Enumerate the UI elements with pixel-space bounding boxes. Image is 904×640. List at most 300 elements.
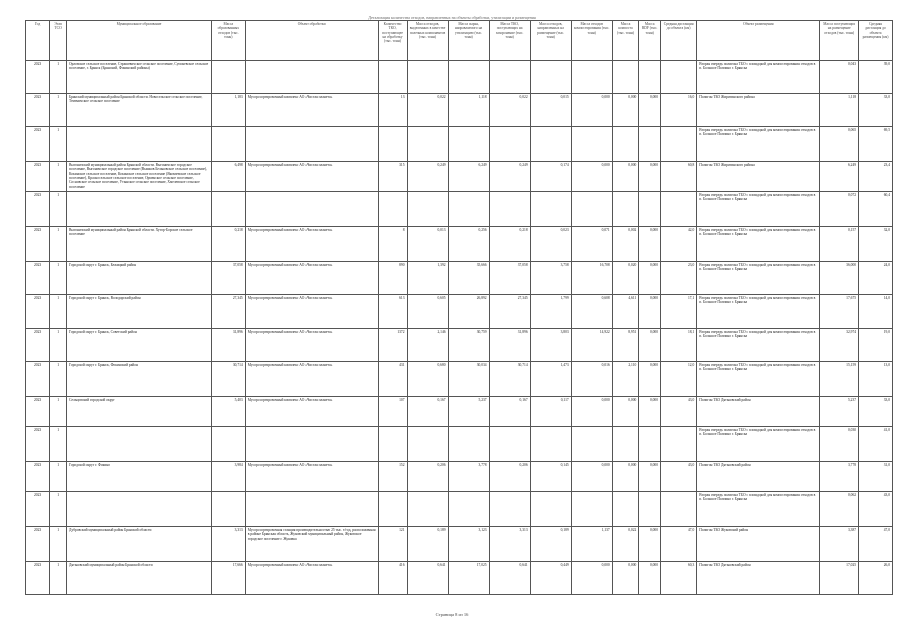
column-header: Масса отходов компостирования (тыс. тонн) [571, 21, 612, 61]
cell-burial: 0,022 [489, 94, 530, 127]
cell-year: 2023 [26, 527, 50, 562]
table-row [26, 329, 893, 362]
cell-placed: 0,189 [530, 527, 571, 562]
cell-disposal: Полигон ТБО Жирятинского района [697, 162, 820, 192]
cell-stage: 1 [50, 329, 67, 362]
cell-useful [407, 427, 448, 462]
cell-burial: 3,313 [489, 527, 530, 562]
cell-facility [245, 492, 378, 527]
cell-burial [489, 127, 530, 162]
cell-disposal: Полигон ТБО Жирятинского района [697, 94, 820, 127]
cell-dist [661, 61, 697, 94]
cell-disposal: Полигон ТБО Дятьковский район [697, 562, 820, 595]
cell-disposal: Полигон ТБО Жуковский район [697, 527, 820, 562]
cell-stage: 1 [50, 562, 67, 595]
cell-recycle: 35,666 [448, 262, 489, 295]
cell-compost: 0,020 [612, 262, 639, 295]
cell-useful: 0,249 [407, 162, 448, 192]
cell-stage: 1 [50, 427, 67, 462]
cell-stage: 1 [50, 362, 67, 397]
cell-disposal: Вторая очередь полигона ТБО с площадкой для компостирования отходов в п. Большое Полпино г. Брянска [697, 192, 820, 227]
cell-compost-w: 16,708 [571, 262, 612, 295]
cell-mo: Городской округ г. Брянск, Бежицкий район [67, 262, 212, 295]
cell-dist [661, 127, 697, 162]
cell-intake: 152 [378, 462, 407, 492]
cell-placed: 0,117 [530, 397, 571, 427]
cell-useful: 0,167 [407, 397, 448, 427]
cell-recycle [448, 492, 489, 527]
table-row [26, 127, 893, 162]
cell-compost: 0,022 [612, 527, 639, 562]
cell-disp-dist: 33,0 [859, 94, 893, 127]
cell-disp-dist: 19,0 [859, 329, 893, 362]
cell-burial: 0,218 [489, 227, 530, 262]
cell-compost-w: 1,137 [571, 527, 612, 562]
cell-mass: 6,498 [211, 162, 245, 192]
cell-burial: 0,167 [489, 397, 530, 427]
cell-stage: 1 [50, 462, 67, 492]
cell-useful: 0,189 [407, 527, 448, 562]
cell-recycle: 6,249 [448, 162, 489, 192]
cell-recycle: 30,034 [448, 362, 489, 397]
cell-year: 2023 [26, 492, 50, 527]
cell-recycle [448, 127, 489, 162]
cell-burial: 31,896 [489, 329, 530, 362]
cell-mass: 3,313 [211, 527, 245, 562]
cell-intake: 107 [378, 397, 407, 427]
cell-mass: 5,403 [211, 397, 245, 427]
cell-rdf [639, 61, 661, 94]
cell-mo: Выгоничский муниципальный район Брянской области. Выгоничское городское поселение, Выгоничское городское поселение (Вышков Бельковское сельское поселение), Кокинское сельское поселение, Кокинское сельское поселение (Яковлевское сельское поселение), Красносельское сельское поселение, Орменское сельское поселение, Сосновское сельское поселение, Утынское сельское поселение, Хмелевское сельское поселение [67, 162, 212, 192]
cell-facility: Мусоросортировочный комплекс АО «Чистая планета» [245, 362, 378, 397]
column-header: Масса образованных отходов (тыс. тонн) [211, 21, 245, 61]
cell-mo: Брянский муниципальный район Брянской области. Новосельское сельское поселение, Теменичское сельское поселение [67, 94, 212, 127]
cell-recycle: 0,256 [448, 227, 489, 262]
cell-compost-w: 0,000 [571, 397, 612, 427]
table-row [26, 227, 893, 262]
cell-useful: 1,392 [407, 262, 448, 295]
cell-stage: 1 [50, 397, 67, 427]
cell-mo [67, 127, 212, 162]
cell-compost [612, 492, 639, 527]
cell-compost: 8,951 [612, 329, 639, 362]
cell-mo: Дубровский муниципальный район Брянской области [67, 527, 212, 562]
cell-useful: 0,680 [407, 362, 448, 397]
cell-burial [489, 61, 530, 94]
column-header: Этап ТСО [50, 21, 67, 61]
cell-dist [661, 192, 697, 227]
cell-dist: 43,0 [661, 462, 697, 492]
cell-burial [489, 492, 530, 527]
cell-mass [211, 492, 245, 527]
cell-recycle [448, 61, 489, 94]
cell-disp-dist: 32,0 [859, 227, 893, 262]
cell-stage: 1 [50, 61, 67, 94]
cell-year: 2023 [26, 61, 50, 94]
cell-stage: 1 [50, 127, 67, 162]
cell-useful: 0,605 [407, 295, 448, 329]
cell-placed [530, 61, 571, 94]
cell-disp-dist: 31,0 [859, 462, 893, 492]
table-row [26, 462, 893, 492]
cell-year: 2023 [26, 94, 50, 127]
cell-useful [407, 127, 448, 162]
column-header: Масса RDF (тыс. тонн) [639, 21, 661, 61]
cell-disp-mass: 5,237 [820, 397, 859, 427]
table-row [26, 94, 893, 127]
cell-burial: 0,641 [489, 562, 530, 595]
cell-dist [661, 427, 697, 462]
cell-rdf: 0,000 [639, 295, 661, 329]
cell-intake [378, 192, 407, 227]
cell-rdf [639, 427, 661, 462]
cell-mass [211, 192, 245, 227]
cell-compost: 0,000 [612, 562, 639, 595]
cell-stage: 1 [50, 262, 67, 295]
cell-rdf: 0,000 [639, 227, 661, 262]
cell-useful: 0,641 [407, 562, 448, 595]
cell-year: 2023 [26, 295, 50, 329]
cell-compost: 0,000 [612, 94, 639, 127]
cell-intake: 890 [378, 262, 407, 295]
cell-rdf: 0,000 [639, 362, 661, 397]
cell-burial: 30,714 [489, 362, 530, 397]
cell-facility: Мусоросортировочный комплекс АО «Чистая планета» [245, 94, 378, 127]
cell-recycle: 30,759 [448, 329, 489, 362]
cell-compost: 4,611 [612, 295, 639, 329]
cell-placed: 3,758 [530, 262, 571, 295]
cell-stage: 1 [50, 192, 67, 227]
cell-rdf: 0,000 [639, 562, 661, 595]
column-header: Масса сырья, направляемого на утилизацию (тыс. тонн) [448, 21, 489, 61]
cell-mass [211, 127, 245, 162]
cell-intake [378, 427, 407, 462]
column-header: Средняя дистанция до объекта (км) [661, 21, 697, 61]
cell-stage: 1 [50, 527, 67, 562]
cell-disp-mass: 3,387 [820, 527, 859, 562]
column-header: Год [26, 21, 50, 61]
cell-disp-dist: 24,0 [859, 262, 893, 295]
cell-disp-mass: 1,118 [820, 94, 859, 127]
cell-compost [612, 192, 639, 227]
cell-rdf: 0,000 [639, 262, 661, 295]
cell-year: 2023 [26, 427, 50, 462]
cell-disposal: Полигон ТБО Дятьковский район [697, 462, 820, 492]
column-header: Масса отходов, направленных на размещение (тыс. тонн) [530, 21, 571, 61]
table-row [26, 562, 893, 595]
cell-rdf [639, 192, 661, 227]
cell-burial [489, 192, 530, 227]
cell-disp-mass: 6,249 [820, 162, 859, 192]
column-header: Средняя дистанция до объекта размещения (км) [859, 21, 893, 61]
cell-useful [407, 492, 448, 527]
column-header: Масса компоста (тыс. тонн) [612, 21, 639, 61]
cell-mass: 30,714 [211, 362, 245, 397]
cell-disp-dist: 41,0 [859, 427, 893, 462]
cell-useful: 0,013 [407, 227, 448, 262]
cell-mass [211, 61, 245, 94]
table-row [26, 262, 893, 295]
cell-disp-dist: 33,0 [859, 397, 893, 427]
cell-mo: Городской округ г. Брянск, Володарский район [67, 295, 212, 329]
cell-disp-mass: 15,159 [820, 362, 859, 397]
cell-year: 2023 [26, 329, 50, 362]
cell-disp-mass: 17,675 [820, 295, 859, 329]
cell-useful: 0,206 [407, 462, 448, 492]
cell-intake [378, 127, 407, 162]
cell-stage: 1 [50, 162, 67, 192]
cell-compost-w: 0,608 [571, 295, 612, 329]
page-number: Страница 8 из 16 [435, 612, 469, 617]
cell-intake: 121 [378, 527, 407, 562]
column-header: Масса отходов, выделенных в качестве полезных компонентов (тыс. тонн) [407, 21, 448, 61]
cell-placed [530, 192, 571, 227]
cell-rdf: 0,000 [639, 462, 661, 492]
cell-dist: 42,0 [661, 227, 697, 262]
cell-compost-w [571, 61, 612, 94]
cell-compost: 0,002 [612, 227, 639, 262]
cell-compost: 0,000 [612, 397, 639, 427]
table-header-row [26, 21, 893, 61]
cell-compost-w: 0,000 [571, 94, 612, 127]
cell-dist: 43,0 [661, 397, 697, 427]
cell-compost-w: 0,000 [571, 162, 612, 192]
cell-burial [489, 427, 530, 462]
cell-disp-dist: 26,0 [859, 562, 893, 595]
cell-placed: 0,023 [530, 227, 571, 262]
cell-rdf: 0,000 [639, 397, 661, 427]
cell-intake: 431 [378, 362, 407, 397]
cell-intake [378, 61, 407, 94]
cell-rdf: 0,000 [639, 94, 661, 127]
cell-facility: Мусоросортировочный комплекс АО «Чистая планета» [245, 562, 378, 595]
cell-intake: 13 [378, 94, 407, 127]
cell-mass: 31,896 [211, 329, 245, 362]
cell-compost-w [571, 427, 612, 462]
cell-placed: 1,473 [530, 362, 571, 397]
cell-rdf: 0,000 [639, 329, 661, 362]
cell-burial: 27,345 [489, 295, 530, 329]
cell-dist: 12,0 [661, 362, 697, 397]
cell-placed: 3,803 [530, 329, 571, 362]
cell-burial: 0,249 [489, 162, 530, 192]
cell-year: 2023 [26, 362, 50, 397]
table-row [26, 362, 893, 397]
column-header: Количество ТКО, поступающее на обработку (тыс. тонн) [378, 21, 407, 61]
column-header: Объект размещения [697, 21, 820, 61]
cell-recycle: 17,025 [448, 562, 489, 595]
cell-recycle [448, 192, 489, 227]
cell-stage: 1 [50, 227, 67, 262]
cell-mo: Городской округ г. Брянск, Советский район [67, 329, 212, 362]
table-row [26, 427, 893, 462]
cell-disposal: Вторая очередь полигона ТБО с площадкой для компостирования отходов в п. Большое Полпино г. Брянска [697, 329, 820, 362]
cell-disposal: Вторая очередь полигона ТБО с площадкой для компостирования отходов в п. Большое Полпино г. Брянска [697, 127, 820, 162]
cell-year: 2023 [26, 562, 50, 595]
cell-compost [612, 427, 639, 462]
table-row [26, 295, 893, 329]
cell-placed [530, 492, 571, 527]
cell-facility: Мусоросортировочный комплекс АО «Чистая планета» [245, 462, 378, 492]
cell-facility [245, 192, 378, 227]
cell-facility: Мусоросортировочная станция производительностью 25 тыс. т/год, расположенная в районе Брянская область, Жуковский муниципальный район, Жуковское городское поселение г. Жуковка [245, 527, 378, 562]
cell-facility: Мусоросортировочный комплекс АО «Чистая планета» [245, 329, 378, 362]
cell-recycle [448, 427, 489, 462]
cell-stage: 1 [50, 94, 67, 127]
cell-facility: Мусоросортировочный комплекс АО «Чистая планета» [245, 397, 378, 427]
cell-mass: 0,218 [211, 227, 245, 262]
table-row [26, 527, 893, 562]
cell-mo [67, 192, 212, 227]
cell-compost [612, 61, 639, 94]
cell-disp-mass: 0,065 [820, 127, 859, 162]
cell-useful [407, 192, 448, 227]
cell-dist: 23,0 [661, 262, 697, 295]
cell-rdf [639, 492, 661, 527]
cell-recycle: 5,237 [448, 397, 489, 427]
cell-disposal: Вторая очередь полигона ТБО с площадкой для компостирования отходов в п. Большое Полпино г. Брянска [697, 61, 820, 94]
cell-year: 2023 [26, 397, 50, 427]
cell-mo [67, 427, 212, 462]
column-header: Муниципальное образование [67, 21, 212, 61]
cell-rdf [639, 127, 661, 162]
cell-useful [407, 61, 448, 94]
cell-compost-w [571, 127, 612, 162]
cell-disp-mass: 36,000 [820, 262, 859, 295]
cell-dist: 47,0 [661, 527, 697, 562]
cell-disposal: Вторая очередь полигона ТБО с площадкой для компостирования отходов в п. Большое Полпино г. Брянска [697, 295, 820, 329]
cell-disposal: Вторая очередь полигона ТБО с площадкой для компостирования отходов в п. Большое Полпино г. Брянска [697, 492, 820, 527]
cell-compost-w: 0,000 [571, 462, 612, 492]
cell-facility [245, 61, 378, 94]
cell-mo [67, 492, 212, 527]
cell-year: 2023 [26, 227, 50, 262]
cell-disposal: Вторая очередь полигона ТБО с площадкой для компостирования отходов в п. Большое Полпино г. Брянска [697, 227, 820, 262]
table-row [26, 162, 893, 192]
cell-placed: 0,449 [530, 562, 571, 595]
cell-disp-mass: 3,778 [820, 462, 859, 492]
cell-disp-dist: 39,0 [859, 61, 893, 94]
cell-compost-w: 0,016 [571, 362, 612, 397]
table-row [26, 492, 893, 527]
cell-burial: 37,058 [489, 262, 530, 295]
cell-year: 2023 [26, 262, 50, 295]
cell-compost-w [571, 492, 612, 527]
cell-intake [378, 492, 407, 527]
cell-facility: Мусоросортировочный комплекс АО «Чистая планета» [245, 162, 378, 192]
cell-placed [530, 427, 571, 462]
cell-mo: Сельцовский городской округ [67, 397, 212, 427]
cell-stage: 1 [50, 492, 67, 527]
cell-intake: 8 [378, 227, 407, 262]
cell-year: 2023 [26, 462, 50, 492]
cell-useful: 2,146 [407, 329, 448, 362]
cell-placed: 0,015 [530, 94, 571, 127]
cell-rdf: 0,000 [639, 162, 661, 192]
waste-table [25, 20, 893, 595]
cell-disposal: Полигон ТБО Дятьковский район [697, 397, 820, 427]
cell-mass: 1,183 [211, 94, 245, 127]
cell-year: 2023 [26, 127, 50, 162]
cell-disp-dist: 23,4 [859, 162, 893, 192]
cell-dist [661, 492, 697, 527]
cell-mo: Городской округ г. Фокино [67, 462, 212, 492]
cell-year: 2023 [26, 162, 50, 192]
cell-disp-mass: 0,043 [820, 61, 859, 94]
cell-disposal: Вторая очередь полигона ТБО с площадкой для компостирования отходов в п. Большое Полпино г. Брянска [697, 427, 820, 462]
cell-facility [245, 427, 378, 462]
cell-dist: 17,1 [661, 295, 697, 329]
cell-mass: 27,345 [211, 295, 245, 329]
cell-dist: 18,1 [661, 329, 697, 362]
cell-recycle: 1,118 [448, 94, 489, 127]
cell-rdf: 0,000 [639, 527, 661, 562]
cell-compost-w: 0,000 [571, 562, 612, 595]
cell-mass: 3,984 [211, 462, 245, 492]
cell-mass: 17,666 [211, 562, 245, 595]
cell-intake: 416 [378, 562, 407, 595]
cell-disp-mass: 0,157 [820, 227, 859, 262]
cell-disp-dist: 47,0 [859, 527, 893, 562]
column-header: Масса ТКО, поступающих на захоронение (тыс. тонн) [489, 21, 530, 61]
cell-compost-w: 14,922 [571, 329, 612, 362]
cell-compost: 2,110 [612, 362, 639, 397]
cell-intake: 315 [378, 162, 407, 192]
cell-recycle: 26,892 [448, 295, 489, 329]
cell-placed: 0,174 [530, 162, 571, 192]
cell-year: 2023 [26, 192, 50, 227]
cell-dist: 16,0 [661, 94, 697, 127]
cell-disp-mass: 0,030 [820, 427, 859, 462]
cell-intake: 1372 [378, 329, 407, 362]
cell-disp-dist: 13,0 [859, 362, 893, 397]
cell-mo: Городской округ г. Брянск, Фокинский район [67, 362, 212, 397]
cell-mo: Дятьковский муниципальный район Брянской области [67, 562, 212, 595]
cell-disposal: Вторая очередь полигона ТБО с площадкой для компостирования отходов в п. Большое Полпино г. Брянска [697, 262, 820, 295]
cell-disp-mass: 0,062 [820, 492, 859, 527]
cell-disp-mass: 17,025 [820, 562, 859, 595]
column-header: Объект обработки [245, 21, 378, 61]
cell-mass: 37,058 [211, 262, 245, 295]
cell-compost-w [571, 192, 612, 227]
cell-compost [612, 127, 639, 162]
cell-dist: 60,8 [661, 162, 697, 192]
cell-mass [211, 427, 245, 462]
cell-facility: Мусоросортировочный комплекс АО «Чистая планета» [245, 227, 378, 262]
cell-disp-mass: 0,072 [820, 192, 859, 227]
document-title: Детализация количества отходов, направленных на объекты обработки, утилизации и размещения [368, 15, 536, 20]
cell-compost: 0,000 [612, 462, 639, 492]
column-header: Масса поступающих на размещение отходов (тыс. тонн) [820, 21, 859, 61]
cell-placed: 1,799 [530, 295, 571, 329]
cell-facility: Мусоросортировочный комплекс АО «Чистая планета» [245, 295, 378, 329]
cell-stage: 1 [50, 295, 67, 329]
cell-intake: 613 [378, 295, 407, 329]
cell-disp-mass: 32,974 [820, 329, 859, 362]
cell-disp-dist: 60,4 [859, 192, 893, 227]
cell-facility [245, 127, 378, 162]
table-row [26, 61, 893, 94]
cell-disp-dist: 14,0 [859, 295, 893, 329]
cell-compost: 0,000 [612, 162, 639, 192]
cell-disposal: Вторая очередь полигона ТБО с площадкой для компостирования отходов в п. Большое Полпино г. Брянска [697, 362, 820, 397]
cell-dist: 60,3 [661, 562, 697, 595]
cell-mo: Орловское сельское поселение, Страшевичское сельское поселение, Супоневское сельское поселение, г. Брянск (Брянский, Фокинский районы) [67, 61, 212, 94]
cell-recycle: 3,778 [448, 462, 489, 492]
cell-mo: Выгоничский муниципальный район Брянской области. Хутор-Борское сельское поселение [67, 227, 212, 262]
cell-disp-dist: 69,5 [859, 127, 893, 162]
cell-burial: 0,206 [489, 462, 530, 492]
